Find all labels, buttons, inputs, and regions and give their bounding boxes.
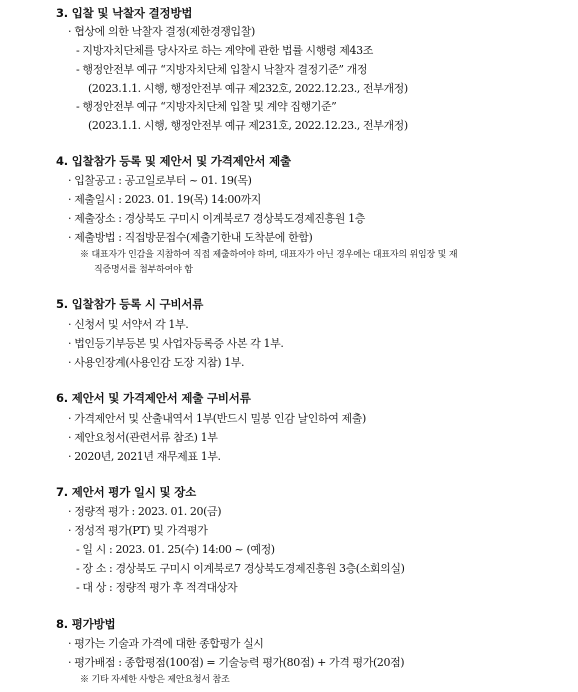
section-heading: 8. 평가방법 [56,617,116,631]
sub-list-item: - 행정안전부 예규 “지방자치단체 입찰시 낙찰자 결정기준” 개정 [76,63,368,76]
sub-list-continuation: (2023.1.1. 시행, 행정안전부 예규 제232호, 2022.12.23., 전부개정) [88,82,408,95]
list-item: · 가격제안서 및 산출내역서 1부(반드시 밀봉 인감 날인하여 제출) [68,412,366,425]
note-text: ※ 기타 자세한 사항은 제안요청서 참조 [80,675,230,685]
list-item: · 평가는 기술과 가격에 대한 종합평가 실시 [68,637,264,650]
sub-list-item: - 일 시 : 2023. 01. 25(수) 14:00 ~ (예정) [76,543,275,556]
section-heading: 5. 입찰참가 등록 시 구비서류 [56,297,204,311]
list-item: · 법인등기부등본 및 사업자등록증 사본 각 1부. [68,337,284,350]
note-text: ※ 대표자가 인감을 지참하여 직접 제출하여야 하며, 대표자가 아닌 경우에는 대표자의 위임장 및 재 [80,250,458,260]
list-item: · 평가배점 : 종합평점(100점) = 기술능력 평가(80점) + 가격 평가(20점) [68,656,405,669]
list-item: · 2020년, 2021년 재무제표 1부. [68,450,221,463]
list-item: · 정성적 평가(PT) 및 가격평가 [68,524,208,537]
list-item: · 제안요청서(관련서류 참조) 1부 [68,431,218,444]
list-item: · 제출방법 : 직접방문접수(제출기한내 도착분에 한함) [68,231,313,244]
sub-list-item: - 장 소 : 경상북도 구미시 이계북로7 경상북도경제진흥원 3층(소회의실) [76,562,405,575]
section-heading: 6. 제안서 및 가격제안서 제출 구비서류 [56,391,251,405]
section-heading: 4. 입찰참가 등록 및 제안서 및 가격제안서 제출 [56,154,291,168]
list-item: · 정량적 평가 : 2023. 01. 20(금) [68,505,222,518]
sub-list-item: - 행정안전부 예규 “지방자치단체 입찰 및 계약 집행기준” [76,100,337,113]
sub-list-item: - 대 상 : 정량적 평가 후 적격대상자 [76,581,238,594]
section-heading: 7. 제안서 평가 일시 및 장소 [56,485,197,499]
section-heading: 3. 입찰 및 낙찰자 결정방법 [56,6,193,20]
list-item: · 제출일시 : 2023. 01. 19(목) 14:00까지 [68,193,262,206]
list-item: · 입찰공고 : 공고일로부터 ~ 01. 19(목) [68,174,252,187]
list-item: · 제출장소 : 경상북도 구미시 이계북로7 경상북도경제진흥원 1층 [68,212,365,225]
list-item: · 사용인장계(사용인감 도장 지참) 1부. [68,356,245,369]
sub-list-continuation: (2023.1.1. 시행, 행정안전부 예규 제231호, 2022.12.23., 전부개정) [88,119,408,132]
list-item: · 협상에 의한 낙찰자 결정(제한경쟁입찰) [68,25,255,38]
sub-list-item: - 지방자치단체를 당사자로 하는 계약에 관한 법률 시행령 제43조 [76,44,373,57]
note-text: 직증명서를 첨부하여야 함 [94,265,193,275]
list-item: · 신청서 및 서약서 각 1부. [68,318,189,331]
